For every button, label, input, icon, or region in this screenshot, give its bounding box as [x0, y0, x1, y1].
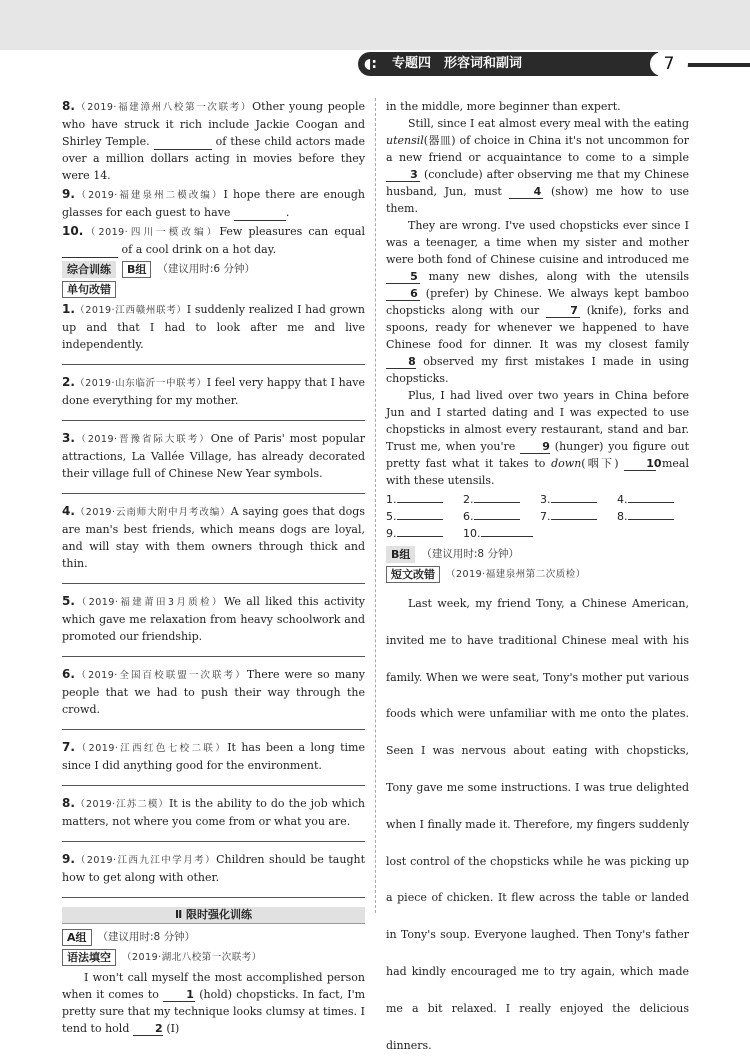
blank-1[interactable]: 1: [163, 988, 195, 1002]
section-label: 综合训练: [62, 261, 116, 278]
answer-slot[interactable]: 9.: [386, 525, 463, 542]
group-label: A组: [62, 929, 92, 946]
subsection-label: 单句改错: [62, 281, 116, 298]
group-label: B组: [122, 261, 151, 278]
blank-5[interactable]: 5: [386, 270, 420, 284]
answer-blank[interactable]: [62, 244, 118, 258]
answer-grid: [386, 491, 689, 542]
section-group-b: [386, 546, 689, 563]
correction-item: 4.（2019·云南师大附中月考改编）A saying goes that dogs are man's best friends, which means dogs are loyal, and will stay with them owners through thick and thin.: [62, 504, 365, 570]
answer-slot[interactable]: 4.: [617, 491, 694, 508]
chapter-marker-icon: ◖:: [364, 56, 377, 72]
page-number: 7: [650, 52, 688, 76]
correction-item: 7.（2019·江西红色七校二联）It has been a long time since I did anything good for the environment.: [62, 740, 365, 772]
section-comprehensive-b: [62, 261, 365, 278]
question-10: 10.（2019·四川一模改编）Few pleasures can equal of a cool drink on a hot day.: [62, 224, 366, 256]
answer-line[interactable]: [62, 574, 365, 584]
top-band: [0, 0, 750, 50]
subsection-sentence-correction: [62, 281, 365, 298]
subsection-label: 语法填空: [62, 949, 116, 966]
correction-item: 1.（2019·江西赣州联考）I suddenly realized I had grown up and that I had to look after me and live independently.: [62, 302, 365, 351]
answer-blank[interactable]: [154, 136, 212, 150]
answer-slot[interactable]: 2.: [463, 491, 540, 508]
group-label: B组: [386, 546, 415, 563]
subsection-source: （2019·福建泉州第二次质检）: [446, 569, 586, 580]
blank-10[interactable]: 10: [624, 457, 656, 471]
time-hint: （建议用时:8 分钟）: [97, 931, 196, 943]
blank-2[interactable]: 2: [133, 1022, 163, 1036]
answer-line[interactable]: [62, 484, 365, 494]
answer-line[interactable]: [62, 355, 365, 365]
answer-line[interactable]: [62, 888, 365, 898]
blank-6[interactable]: 6: [386, 287, 420, 301]
correction-item: 2.（2019·山东临沂一中联考）I feel very happy that I have done everything for my mother.: [62, 375, 366, 407]
correction-item: 8.（2019·江苏二模）It is the ability to do the job which matters, not where you come from or what you are.: [62, 796, 366, 828]
correction-item: 9.（2019·江西九江中学月考）Children should be taught how to get along with other.: [62, 852, 365, 884]
right-column: [386, 98, 689, 1064]
blank-8[interactable]: 8: [386, 355, 416, 369]
question-8: 8.（2019·福建漳州八校第一次联考）Other young people who have struck it rich include Jackie Coogan and Shirley Temple. of these child actors made over a million dollars acting in movies before they were 14.: [62, 99, 365, 182]
correction-item: 3.（2019·晋豫省际大联考）One of Paris' most popular attractions, La Vallée Village, has already decorated their village full of Chinese New Year symbols.: [62, 431, 365, 480]
grammar-fill-paragraph-1: I won't call myself the most accomplished person when it comes to 1 (hold) chopsticks. In fact, I'm pretty sure that my technique looks clumsy at times. I tend to hold 2 (I): [62, 971, 366, 1035]
blank-9[interactable]: 9: [520, 440, 550, 454]
answer-line[interactable]: [62, 720, 365, 730]
subsection-source: （2019·湖北八校第一次联考）: [122, 952, 262, 963]
time-hint: （建议用时:6 分钟）: [157, 263, 255, 275]
column-divider: [375, 98, 376, 913]
blank-3[interactable]: 3: [386, 168, 420, 182]
correction-list: [62, 301, 365, 898]
grammar-fill-paragraph-2: Still, since I eat almost every meal with the eating utensil(器皿) of choice in China it's not uncommon for a new friend or acquaintance to come to a simple 3 (conclude) after observing me that my Chinese husband, Jun, must 4 (show) me how to use them.: [386, 117, 689, 215]
answer-slot[interactable]: 1.: [386, 491, 463, 508]
question-9: 9.（2019·福建泉州二模改编）I hope there are enough glasses for each guest to have .: [62, 187, 365, 219]
time-hint: （建议用时:8 分钟）: [421, 548, 519, 560]
chapter-title: 专题四 形容词和副词: [392, 56, 523, 71]
grammar-fill-paragraph-4: Plus, I had lived over two years in China before Jun and I started dating and I was expected to use chopsticks in almost every restaurant, stand and bar. Trust me, when you're 9 (hunger) you figure out pretty fast what it takes to down(咽下) 10 meal with these utensils.: [386, 389, 689, 487]
answer-slot[interactable]: 10.: [463, 525, 540, 542]
subsection-grammar-fill: [62, 949, 365, 966]
answer-slot[interactable]: 8.: [617, 508, 694, 525]
left-column: [62, 98, 365, 1037]
answer-line[interactable]: [62, 832, 365, 842]
grammar-fill-continuation: in the middle, more beginner than expert.: [386, 100, 621, 113]
answer-slot[interactable]: 6.: [463, 508, 540, 525]
subsection-passage-correction: [386, 566, 689, 583]
section-group-a: [62, 929, 365, 946]
answer-blank[interactable]: [234, 207, 286, 221]
grammar-fill-paragraph-3: They are wrong. I've used chopsticks ever since I was a teenager, a time when my sister and mother were both fond of Chinese cuisine and introduced me 5 many new dishes, along with the utensils 6 (prefer) by Chinese. We always kept bamboo chopsticks along with our 7 (knife), forks and spoons, ready for whenever we happened to have Chinese food for dinner. It was my closest family 8 observed my first mistakes I made in using chopsticks.: [386, 219, 690, 385]
blank-4[interactable]: 4: [509, 185, 543, 199]
blank-7[interactable]: 7: [546, 304, 580, 318]
answer-line[interactable]: [62, 776, 365, 786]
correction-essay: Last week, my friend Tony, a Chinese American, invited me to have traditional Chinese meal with his family. When we were seat, Tony's mother put various foods which were unfamiliar with me onto the plates. Seen I was nervous about eating with chopsticks, Tony gave me some instructions. I was true delighted when I finally made it. Therefore, my fingers suddenly lost control of the chopsticks while he was picking up a piece of chicken. It flew across the table or landed in Tony's soup. Everyone laughed. Then Tony's father had kindly encouraged me to try again, which made me a bit relaxed. I really enjoyed the delicious dinners.: [386, 597, 689, 1052]
answer-slot[interactable]: 7.: [540, 508, 617, 525]
subsection-label: 短文改错: [386, 566, 440, 583]
answer-line[interactable]: [62, 647, 365, 657]
answer-line[interactable]: [62, 411, 365, 421]
section-timed-training: Ⅱ 限时强化训练: [62, 907, 365, 924]
answer-slot[interactable]: 3.: [540, 491, 617, 508]
correction-item: 6.（2019·全国百校联盟一次联考）There were so many people that we had to push their way through the crowd.: [62, 667, 366, 716]
chapter-header: [358, 52, 658, 76]
correction-item: 5.（2019·福建莆田3月质检）We all liked this activity which gave me relaxation from heavy schoolwork and promoted our friendship.: [62, 594, 365, 643]
answer-slot[interactable]: 5.: [386, 508, 463, 525]
